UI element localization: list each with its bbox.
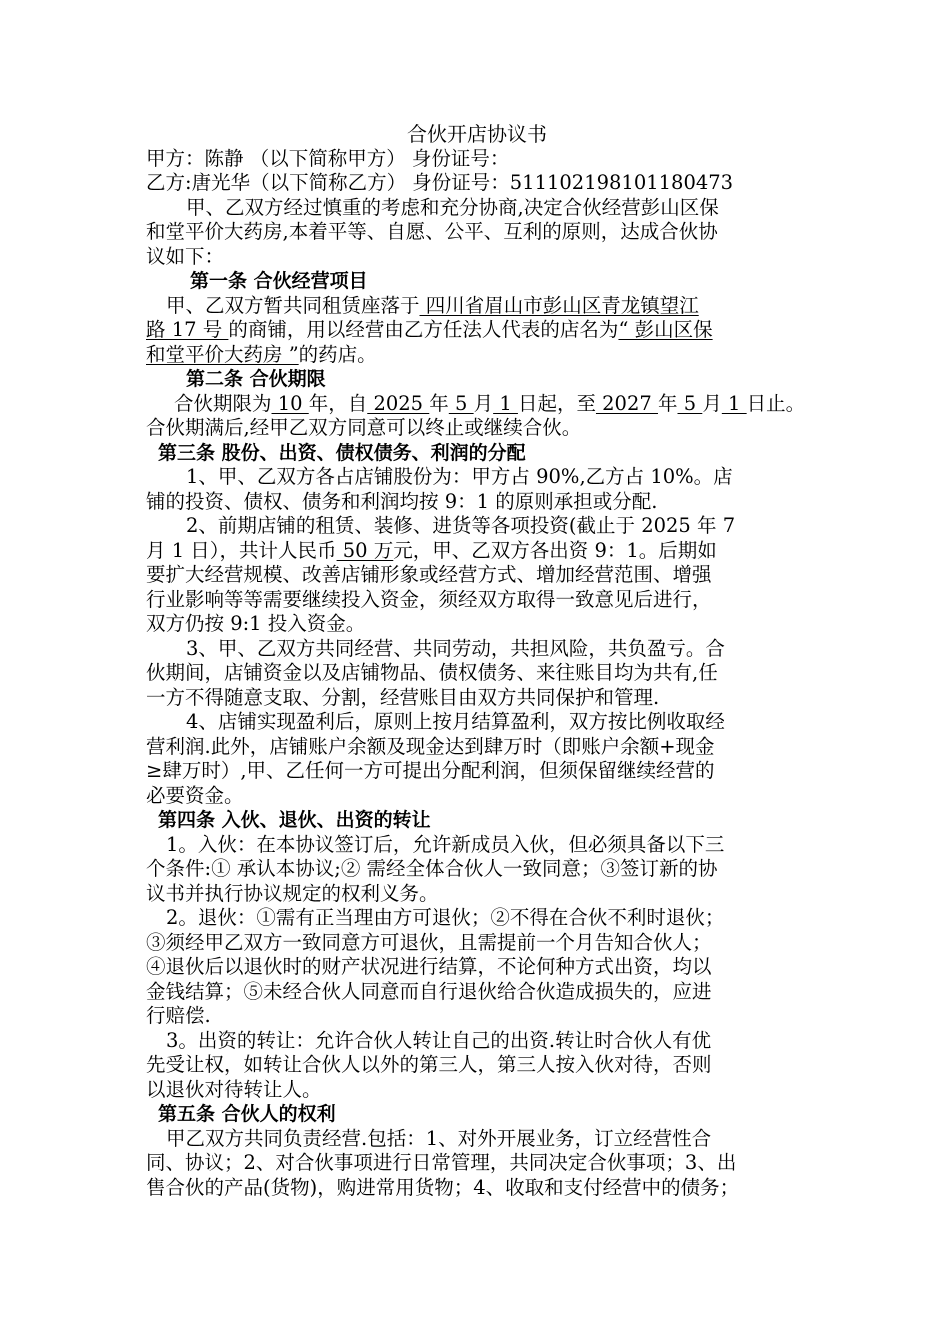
- article-4-line: 议书并执行协议规定的权利义务。: [146, 881, 439, 905]
- article-4-line: 金钱结算；⑤未经合伙人同意而自行退伙给合伙造成损失的，应进: [146, 979, 712, 1003]
- article-5-line: 甲乙双方共同负责经营.包括：1、对外开展业务，订立经营性合: [166, 1126, 712, 1150]
- article-3-line: 要扩大经营规模、改善店铺形象或经营方式、增加经营范围、增强: [146, 563, 712, 586]
- term-text: 月: [473, 391, 494, 415]
- intro-line: 甲、乙双方经过慎重的考虑和充分协商,决定合伙经营彭山区保: [186, 195, 719, 219]
- shop-name: “ 彭山区保: [618, 318, 713, 341]
- article-3-line: 伙期间，店铺资金以及店铺物品、债权债务、来往账目均为共有,任: [146, 661, 718, 684]
- term-text: 日起，至: [517, 391, 596, 415]
- end-day: 1: [721, 391, 747, 415]
- term-text: 合伙期限为: [174, 391, 272, 415]
- article-3-line: 行业影响等等需要继续投入资金，须经双方取得一致意见后进行，: [146, 587, 712, 611]
- article-3-line: ≥肆万时）,甲、乙任何一方可提出分配利润，但须保留继续经营的: [146, 759, 715, 782]
- start-month: 5: [448, 391, 474, 415]
- article-4-line: 行赔偿.: [146, 1004, 211, 1027]
- term-text: 年，自: [308, 391, 368, 415]
- article-3-line: [146, 539, 808, 564]
- article-4-line: ④退伙后以退伙时的财产状况进行结算，不论何种方式出资，均以: [146, 955, 712, 978]
- article-3-line: 铺的投资、债权、债务和利润均按 9：1 的原则承担或分配.: [146, 489, 658, 513]
- article-4-line: 个条件:① 承认本协议;② 需经全体合伙人一致同意；③签订新的协: [146, 857, 718, 880]
- agreement-page: [146, 122, 808, 1200]
- term-text: 日止。: [746, 391, 806, 415]
- article-3-line: 2、前期店铺的租赁、装修、进货等各项投资(截止于 2025 年 7: [186, 514, 736, 537]
- shop-name: 和堂平价大药房 ”: [146, 342, 299, 366]
- end-year: 2027: [595, 391, 658, 415]
- article-5-line: 售合伙的产品(货物)，购进常用货物；4、收取和支付经营中的债务；: [146, 1175, 740, 1199]
- term-text: 月: [702, 391, 722, 415]
- article-5-heading: 第五条 合伙人的权利: [158, 1103, 336, 1125]
- article-3-line: 3、甲、乙双方共同经营、共同劳动，共担风险，共负盈亏。合: [186, 636, 725, 660]
- article-1-text: 的药店。: [298, 342, 377, 366]
- article-1-line: [146, 343, 808, 368]
- article-1-line: [146, 318, 808, 343]
- end-month: 5: [677, 391, 703, 415]
- term-text: 年: [657, 391, 678, 415]
- article-4-line: 3。出资的转让：允许合伙人转让自己的出资.转让时合伙人有优: [166, 1028, 712, 1052]
- article-3-text: 月 1 日），共计人民币: [146, 538, 337, 562]
- document-title: 合伙开店协议书: [407, 122, 547, 146]
- article-2-term-line: [146, 392, 808, 417]
- article-3-line: 营利润.此外，店铺账户余额及现金达到肆万时（即账户余额+现金: [146, 734, 715, 758]
- article-2-line: 合伙期满后,经甲乙双方同意可以终止或继续合伙。: [146, 416, 582, 439]
- article-3-line: 1、甲、乙双方各占店铺股份为：甲方占 90%,乙方占 10%。店: [186, 465, 733, 488]
- article-1-heading: 第一条 合伙经营项目: [190, 270, 368, 292]
- party-a-line: 甲方：陈静 （以下简称甲方） 身份证号：: [146, 146, 510, 170]
- article-3-line: 必要资金。: [146, 783, 244, 807]
- term-years: 10: [271, 391, 309, 415]
- party-b-line: 乙方:唐光华（以下简称乙方） 身份证号：511102198101180473: [146, 171, 734, 194]
- article-2-heading: 第二条 合伙期限: [186, 368, 326, 390]
- article-4-line: 先受让权，如转让合伙人以外的第三人，第三人按入伙对待，否则: [146, 1053, 712, 1076]
- intro-line: 和堂平价大药房,本着平等、自愿、公平、互利的原则，达成合伙协: [146, 220, 718, 243]
- article-4-line: 2。退伙：①需有正当理由方可退伙；②不得在合伙不利时退伙；: [166, 906, 725, 929]
- start-day: 1: [493, 391, 518, 415]
- investment-amount: 50 万: [336, 538, 394, 562]
- shop-address: 四川省眉山市彭山区青龙镇望江: [419, 293, 699, 317]
- term-text: 年: [429, 391, 449, 415]
- article-3-line: 4、店铺实现盈利后，原则上按月结算盈利，双方按比例收取经: [186, 710, 725, 733]
- article-3-text: 元，甲、乙双方各出资 9：1。后期如: [393, 538, 717, 562]
- article-5-line: 同、协议；2、对合伙事项进行日常管理，共同决定合伙事项；3、出: [146, 1151, 737, 1174]
- start-year: 2025: [367, 391, 430, 415]
- article-1-text: 甲、乙双方暂共同租赁座落于: [166, 293, 420, 317]
- article-4-line: ③须经甲乙双方一致同意方可退伙，且需提前一个月告知合伙人；: [146, 930, 712, 954]
- article-3-line: 一方不得随意支取、分割，经营账目由双方共同保护和管理.: [146, 685, 660, 709]
- article-1-line: [146, 294, 808, 319]
- article-4-line: 1。入伙：在本协议签订后，允许新成员入伙，但必须具备以下三: [166, 832, 725, 856]
- article-4-heading: 第四条 入伙、退伙、出资的转让: [158, 809, 431, 831]
- article-4-line: 以退伙对待转让人。: [146, 1077, 322, 1101]
- shop-address: 路 17 号: [146, 318, 229, 341]
- intro-line: 议如下：: [146, 244, 225, 268]
- article-3-heading: 第三条 股份、出资、债权债务、利润的分配: [158, 441, 526, 464]
- article-1-text: 的商铺，用以经营由乙方任法人代表的店名为: [228, 318, 619, 341]
- article-3-line: 双方仍按 9:1 投入资金。: [146, 612, 366, 635]
